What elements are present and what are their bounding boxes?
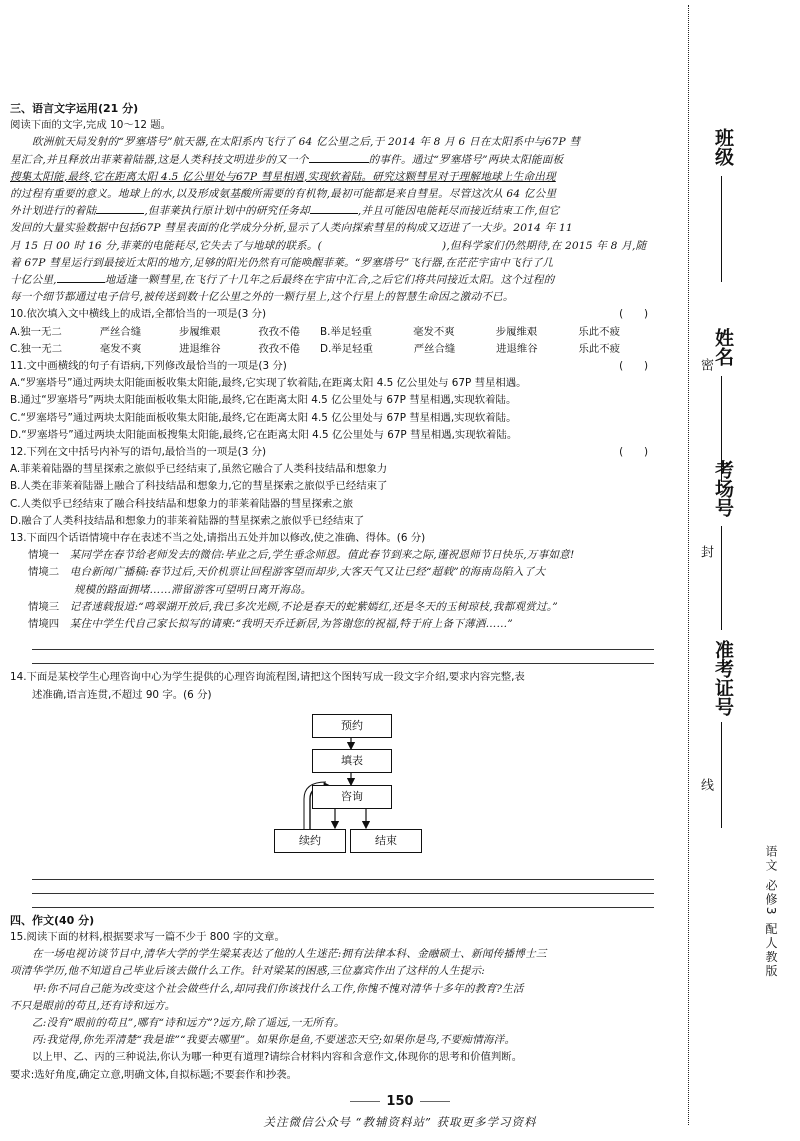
context-label: 情境三 bbox=[28, 600, 60, 613]
subject-label: 语文 必修3 配人教版 bbox=[764, 845, 778, 979]
essay-material bbox=[10, 946, 664, 1049]
passage-line: 每一个细节都通过电子信号,被传送到数十亿公里之外的一颗行星上,这个行星上的智慧生命因之激动不已。 bbox=[10, 291, 514, 304]
seal-feng: 封 bbox=[698, 545, 713, 558]
context-2 bbox=[10, 564, 664, 581]
option-d-term: 进退维谷 bbox=[496, 342, 538, 355]
option-d-term: 严丝合缝 bbox=[413, 342, 456, 355]
seal-mi: 密 bbox=[698, 358, 713, 371]
flow-box-consult: 咨询 bbox=[312, 785, 392, 809]
option-c-term: 孜孜不倦 bbox=[258, 342, 300, 355]
context-4 bbox=[10, 616, 664, 633]
fill-blank bbox=[309, 152, 369, 163]
flow-box-follow-up: 续约 bbox=[274, 829, 346, 853]
context-text: 电台新闻广播稿:春节过后,天价机票让回程游客望而却步,大客天气又让已经“超载”的海南岛陷入了大 bbox=[69, 566, 546, 579]
context-text: 记者速载报道:“鸣翠湖开放后,我已多次光顾,不论是春天的蛇紫嫣红,还是冬天的玉树琼枝,我都观赏过。” bbox=[69, 600, 558, 613]
option-c: C.人类似乎已经结束了融合科技结晶和想象力的菲莱着陆器的彗星探索之旅 bbox=[10, 497, 354, 510]
page-number: 150 bbox=[0, 1094, 800, 1109]
passage-line: 发回的大量实验数据中包括67P 彗星表面的化学成分分析,显示了人类向探索彗星的构成又迈进了一大步。2014 年 11 bbox=[10, 222, 573, 235]
context-text: 某住中学生代自己家长拟写的请柬:“我明天乔迁新居,为答谢您的祝福,特于府上备下薄酒……” bbox=[69, 618, 513, 631]
q10-options-row bbox=[10, 341, 664, 358]
essay-line: 丙:我觉得,你先弄清楚“我是谁”“我要去哪里”。如果你是鱼,不要迷恋天空;如果你是鸟,不要痴情海洋。 bbox=[32, 1034, 516, 1047]
essay-line: 不只是眼前的苟且,还有诗和远方。 bbox=[10, 999, 176, 1012]
class-line bbox=[721, 176, 722, 282]
option-a: A.菲莱着陆器的彗星探索之旅似乎已经结束了,虽然它融合了人类科技结晶和想象力 bbox=[10, 463, 388, 476]
cut-line-dots bbox=[688, 5, 689, 1125]
exam-room-line bbox=[721, 526, 722, 630]
answer-line bbox=[32, 894, 654, 908]
passage-line: 欧洲航天局发射的“罗塞塔号”航天器,在太阳系内飞行了 64 亿公里之后,于 2014 年 8 月 6 日在太阳系中与67P 彗 bbox=[32, 136, 581, 149]
name-label: 姓名 bbox=[712, 328, 734, 366]
option-b: B.人类在菲莱着陆器上融合了科技结晶和想象力,它的彗星探索之旅似乎已经结束了 bbox=[10, 480, 388, 493]
option-c: C.“罗塞塔号”通过两块太阳能面板收集太阳能,最终,它在距离太阳 4.5 亿公里处与 67P 彗星相遇,实现软着陆。 bbox=[10, 411, 517, 424]
option-a: A.“罗塞塔号”通过两块太阳能面板收集太阳能,最终,它实现了软着陆,在距离太阳 4.5 亿公里处与 67P 彗星相遇。 bbox=[10, 377, 527, 390]
footer-notice: 关注微信公众号 “教辅资料站” 获取更多学习资料 bbox=[263, 1115, 537, 1129]
seal-xian: 线 bbox=[698, 778, 713, 791]
essay-requirements: 要求:选好角度,确定立意,明确文体,自拟标题;不要套作和抄袭。 bbox=[10, 1068, 298, 1081]
answer-paren: ( ) bbox=[619, 360, 648, 373]
question-14-stem: 14.下面是某校学生心理咨询中心为学生提供的心理咨询流程图,请把这个图转写成一段文字介绍,要求内容完整,表 bbox=[10, 671, 525, 684]
option-a-term: 步履维艰 bbox=[179, 325, 221, 338]
question-13: 13.下面四个话语情境中存在表述不当之处,请指出五处并加以修改,使之准确、得体。(6 分) bbox=[10, 532, 426, 545]
context-3 bbox=[10, 599, 664, 616]
option-b-term: 步履维艰 bbox=[495, 325, 538, 338]
question-12: 12.下列在文中括号内补写的语句,最恰当的一项是(3 分) ( ) bbox=[10, 444, 664, 461]
question-14 bbox=[10, 669, 664, 703]
flow-box-reserve: 预约 bbox=[312, 714, 392, 738]
option-b-term: 乐此不疲 bbox=[578, 325, 620, 338]
q10-options-row bbox=[10, 324, 664, 341]
option-c-term: 毫发不爽 bbox=[99, 342, 142, 355]
option-a: A.独一无二 bbox=[10, 325, 62, 338]
flow-box-end: 结束 bbox=[350, 829, 422, 853]
option-d: D.融合了人类科技结晶和想象力的菲莱着陆器的彗星探索之旅似乎已经结束了 bbox=[10, 514, 365, 527]
question-10: 10.依次填入文中横线上的成语,全都恰当的一项是(3 分) ( ) bbox=[10, 306, 664, 323]
context-text: 某同学在春节给老师发去的微信:毕业之后,学生垂念师恩。值此春节到来之际,谨祝恩师节日快乐,万事如意! bbox=[69, 549, 575, 562]
option-c: C.独一无二 bbox=[10, 342, 63, 355]
context-1 bbox=[10, 547, 664, 564]
context-label: 情境四 bbox=[28, 618, 60, 631]
essay-line: 在一场电视访谈节目中,清华大学的学生梁某表达了他的人生迷茫:拥有法律本科、金融硕士、新闻传播博士三 bbox=[32, 948, 547, 961]
fill-blank bbox=[57, 272, 105, 283]
option-d-term: 乐此不疲 bbox=[578, 342, 620, 355]
class-label: 班级 bbox=[712, 128, 734, 166]
admission-number-line bbox=[721, 722, 722, 828]
flow-box-fill-form: 填表 bbox=[312, 749, 392, 773]
section3-title: 三、语言文字运用(21 分) bbox=[10, 102, 139, 115]
binding-sidebar bbox=[676, 0, 800, 1141]
answer-line bbox=[32, 650, 654, 664]
essay-line: 甲:你不同自己能为改变这个社会做些什么,却同我们你该找什么工作,你愧不愧对清华十多年的教育?生活 bbox=[32, 982, 524, 995]
question-14-stem: 述准确,语言连贯,不超过 90 字。(6 分) bbox=[32, 688, 212, 701]
essay-line: 项清华学历,他不知道自己毕业后该去做什么工作。针对梁某的困惑,三位嘉宾作出了这样的人生提示: bbox=[10, 965, 486, 978]
main-content bbox=[10, 100, 664, 1084]
exam-room-label: 考场号 bbox=[712, 460, 734, 517]
essay-line: 乙:没有“眼前的苟且”,哪有“诗和远方”?远方,除了遥远,一无所有。 bbox=[32, 1016, 345, 1029]
option-a-term: 严丝合缝 bbox=[99, 325, 142, 338]
answer-paren: ( ) bbox=[619, 446, 648, 459]
context-2-cont: 规模的路面拥堵……滞留游客可望明日离开海岛。 bbox=[74, 583, 312, 596]
section3-intro: 阅读下面的文字,完成 10～12 题。 bbox=[10, 119, 172, 132]
answer-line bbox=[32, 866, 654, 880]
passage-line: 星汇合,并且释放出菲莱着陆器,这是人类科技文明进步的又一个 的事件。通过“罗塞塔号”两块太阳能面板 bbox=[10, 153, 564, 166]
passage-line: 着 67P 彗星运行到最接近太阳的地方,足够的阳光仍然有可能唤醒菲莱。“罗塞塔号”飞行器,在茫茫宇宙中飞行了几 bbox=[10, 256, 554, 269]
answer-paren: ( ) bbox=[619, 308, 648, 321]
option-d: D.“罗塞塔号”通过两块太阳能面板搜集太阳能,最终,它在距离太阳 4.5 亿公里处与 67P 彗星相遇,实现软着陆。 bbox=[10, 428, 518, 441]
essay-prompt: 以上甲、乙、丙的三种说法,你认为哪一种更有道理?请综合材料内容和含意作文,体现你的思考和价值判断。 bbox=[32, 1051, 523, 1064]
passage-line: 月 15 日 00 时 16 分,菲莱的电能耗尽,它失去了与地球的联系。( ),但科学家们仍然期待,在 2015 年 8 月,随 bbox=[10, 239, 647, 252]
essay-instruction: 15.阅读下面的材料,根据要求写一篇不少于 800 字的文章。 bbox=[10, 930, 285, 943]
option-c-term: 进退维谷 bbox=[179, 342, 221, 355]
passage-line bbox=[10, 169, 664, 186]
context-label: 情境二 bbox=[28, 566, 60, 579]
answer-line bbox=[32, 880, 654, 894]
context-label: 情境一 bbox=[28, 549, 60, 562]
q13-answer-lines bbox=[32, 636, 654, 664]
option-b: B.通过“罗塞塔号”两块太阳能面板收集太阳能,最终,它在距离太阳 4.5 亿公里处与 67P 彗星相遇,实现软着陆。 bbox=[10, 394, 517, 407]
admission-number-label: 准考证号 bbox=[712, 640, 734, 716]
flowchart bbox=[10, 704, 664, 864]
option-a-term: 孜孜不倦 bbox=[258, 325, 300, 338]
option-d: D.举足轻重 bbox=[320, 342, 373, 355]
question-11: 11.文中画横线的句子有语病,下列修改最恰当的一项是(3 分) ( ) bbox=[10, 358, 664, 375]
section4-title: 四、作文(40 分) bbox=[10, 913, 95, 927]
passage-line: 外计划进行的着陆 ,但菲莱执行原计划中的研究任务却 ,并且可能因电能耗尽而接近结束工作,但它 bbox=[10, 205, 560, 218]
fill-blank bbox=[310, 203, 358, 214]
underlined-sentence: 搜集太阳能,最终,它在距离太阳 4.5 亿公里处与67P 彗星相遇,实现软着陆。研究这颗彗星对于理解地球上生命出现 bbox=[10, 170, 556, 183]
q14-answer-lines bbox=[32, 866, 654, 908]
passage-line: 十亿公里, 地适逢一颗彗星,在飞行了十几年之后最终在宇宙中汇合,之后它们将共同接近太阳。这个过程的 bbox=[10, 274, 555, 287]
option-b-term: 毫发不爽 bbox=[413, 325, 455, 338]
passage-line: 的过程有重要的意义。地球上的水,以及形成氨基酸所需要的有机物,最初可能都是来自彗星。尽管这次从 64 亿公里 bbox=[10, 188, 557, 201]
option-b: B.举足轻重 bbox=[320, 325, 372, 338]
passage bbox=[10, 134, 664, 306]
fill-blank bbox=[96, 203, 144, 214]
answer-line bbox=[32, 636, 654, 650]
